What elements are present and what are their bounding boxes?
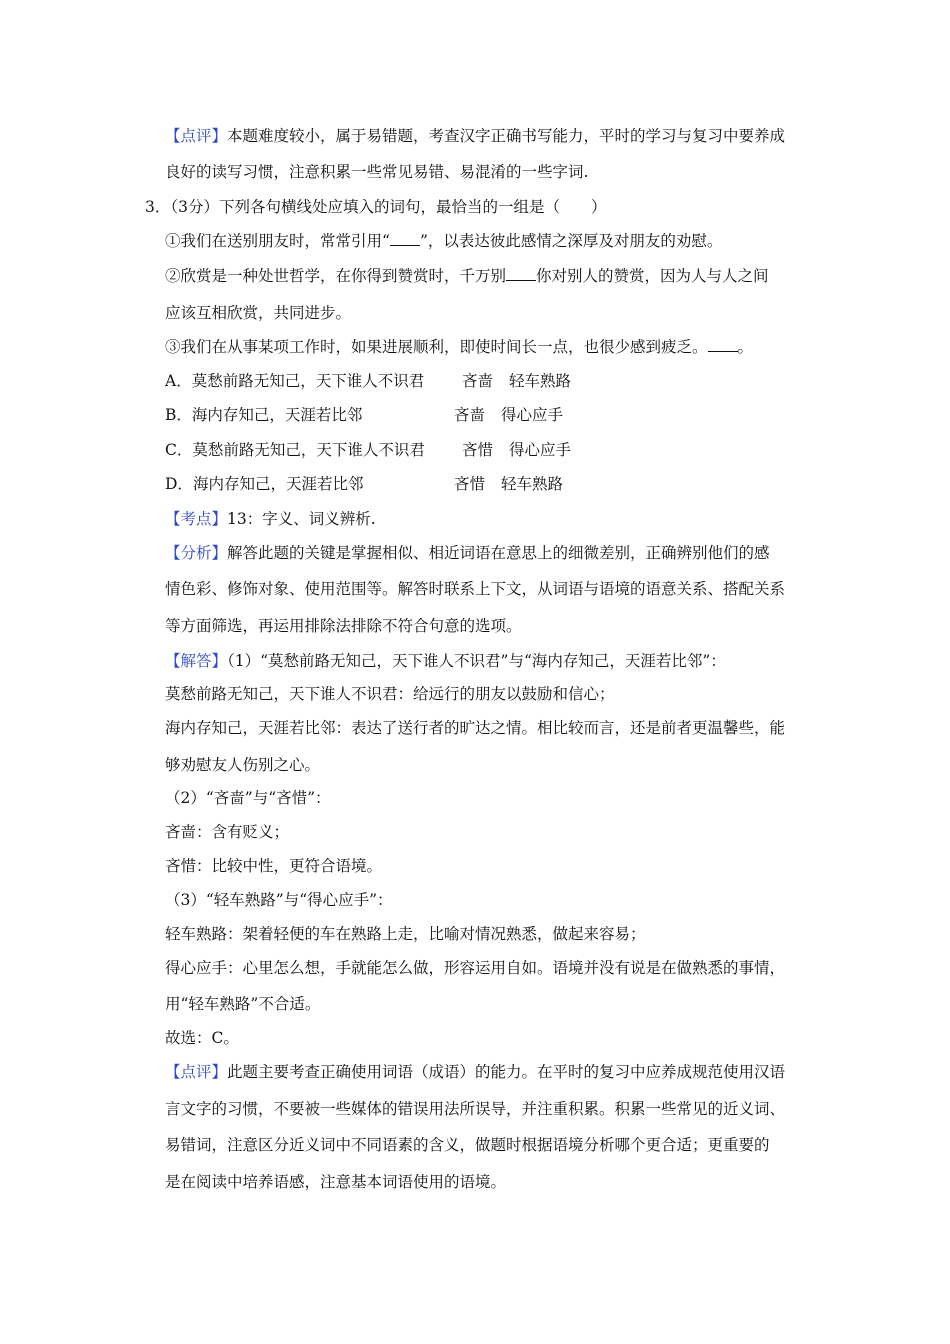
option-a: A．莫愁前路无知己，天下谁人不识君: [165, 372, 425, 390]
option-c: C．莫愁前路无知己，天下谁人不识君: [165, 441, 425, 459]
jieda-paragraph: 【解答】（1）“莫愁前路无知己，天下谁人不识君”与“海内存知己，天涯若比邻”：: [165, 652, 726, 670]
text-line: （3）“轻车熟路”与“得心应手”：: [165, 891, 393, 909]
option-a-word: 吝啬: [462, 372, 494, 390]
text-line: 情色彩、修饰对象、使用范围等。解答时联系上下文，从词语与语境的语意关系、搭配关系: [165, 580, 786, 598]
option-d-word: 吝惜: [454, 475, 486, 493]
option-d: D．海内存知己，天涯若比邻: [165, 475, 364, 493]
kaodian-paragraph: 【考点】13：字义、词义辨析.: [165, 510, 376, 528]
text-line: 应该互相欣赏，共同进步。: [165, 304, 352, 322]
jieda-tag: 【解答】: [165, 652, 228, 670]
text-line: 莫愁前路无知己，天下谁人不识君：给远行的朋友以鼓励和信心；: [165, 685, 615, 703]
text-line: 言文字的习惯，不要被一些媒体的错误用法所误导，并注重积累。积累一些常见的近义词、: [165, 1100, 786, 1118]
text-line: 吝惜：比较中性，更符合语境。: [165, 857, 383, 875]
option-b: B．海内存知己，天涯若比邻: [165, 406, 363, 424]
text-line: （2）“吝啬”与“吝惜”：: [165, 789, 331, 807]
text-line: 等方面筛选，再运用排除法排除不符合句意的选项。: [165, 617, 522, 635]
option-c-word: 吝惜: [462, 441, 494, 459]
question-stem: [145, 196, 607, 218]
review-paragraph-1: [165, 125, 785, 147]
text-line: 得心应手：心里怎么想，手就能怎么做，形容运用自如。语境并没有说是在做熟悉的事情，: [165, 959, 786, 977]
answer-blank: [390, 231, 420, 246]
option-d-idiom: 轻车熟路: [501, 475, 564, 493]
sentence-1: ①我们在送别朋友时，常常引用“ ”，以表达彼此感情之深厚及对朋友的劝慰。: [165, 232, 723, 250]
review-paragraph-2: 【点评】此题主要考查正确使用词语（成语）的能力。在平时的复习中应养成规范使用汉语: [165, 1063, 786, 1081]
review-tag: 【点评】: [165, 1063, 228, 1081]
text-line: 易错词，注意区分近义词中不同语素的含义，做题时根据语境分析哪个更合适；更重要的: [165, 1136, 770, 1154]
option-c-idiom: 得心应手: [509, 441, 572, 459]
sentence-2: ②欣赏是一种处世哲学，在你得到赞赏时，千万别 你对别人的赞赏，因为人与人之间: [165, 267, 769, 285]
answer-blank: [506, 266, 536, 281]
text-line: 用“轻车熟路”不合适。: [165, 995, 321, 1013]
text-line: 够劝慰友人伤别之心。: [165, 756, 321, 774]
text-line: 海内存知己，天涯若比邻：表达了送行者的旷达之情。相比较而言，还是前者更温馨些，能: [165, 719, 786, 737]
sentence-3: ③我们在从事某项工作时，如果进展顺利，即使时间长一点，也很少感到疲乏。 。: [165, 338, 754, 356]
text-line: 本题难度较小，属于易错题，考查汉字正确书写能力，平时的学习与复习中要养成: [227, 127, 786, 145]
text-line: 吝啬：含有贬义；: [165, 823, 290, 841]
text-line: 是在阅读中培养语感，注意基本词语使用的语境。: [165, 1173, 507, 1191]
kaodian-tag: 【考点】: [165, 510, 228, 528]
option-a-idiom: 轻车熟路: [509, 372, 572, 390]
question-text: （3分）下列各句横线处应填入的词句，最恰当的一组是（ ）: [170, 198, 607, 216]
question-number: 3．: [145, 198, 171, 216]
review-tag: 【点评】: [165, 127, 228, 145]
text-line: 轻车熟路：架着轻便的车在熟路上走，比喻对情况熟悉，做起来容易；: [165, 925, 646, 943]
text-line: 良好的读写习惯，注意积累一些常见易错、易混淆的一些字词.: [165, 163, 589, 181]
fenxi-tag: 【分析】: [165, 544, 228, 562]
fenxi-paragraph: 【分析】解答此题的关键是掌握相似、相近词语在意思上的细微差别，正确辨别他们的感: [165, 544, 770, 562]
answer-line: 故选：C。: [165, 1029, 239, 1047]
option-b-word: 吝啬: [454, 406, 486, 424]
option-b-idiom: 得心应手: [501, 406, 564, 424]
answer-blank: [708, 337, 738, 352]
